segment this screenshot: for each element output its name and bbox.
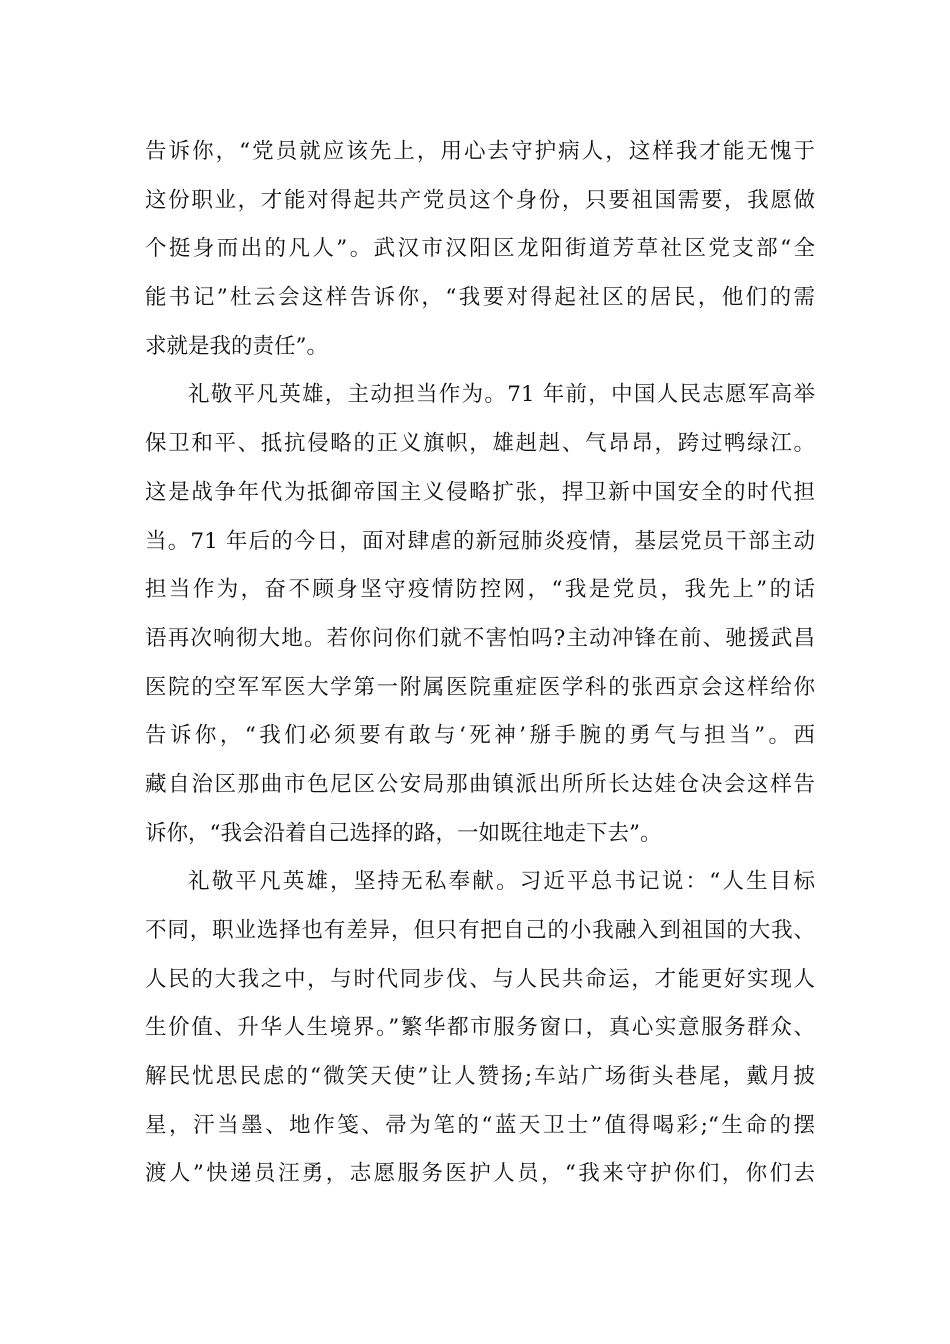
- text-line: 渡人”快递员汪勇，志愿服务医护人员，“我来守护你们，你们去: [145, 1161, 815, 1187]
- text-line: 不同，职业选择也有差异，但只有把自己的小我融入到祖国的大我、: [145, 918, 815, 943]
- text-line: 个挺身而出的凡人”。武汉市汉阳区龙阳街道芳草社区党支部“全: [145, 236, 815, 262]
- text-line: 担当作为，奋不顾身坚守疫情防控网，“我是党员，我先上”的话: [145, 577, 815, 603]
- text-line: 求就是我的责任”。: [145, 333, 328, 359]
- paragraph-start-line: 礼敬平凡英雄，坚持无私奉献。习近平总书记说：“人生目标: [188, 869, 815, 895]
- text-line: 医院的空军军医大学第一附属医院重症医学科的张西京会这样给你: [145, 674, 815, 700]
- paragraph-start-line: 礼敬平凡英雄，主动担当作为。71 年前，中国人民志愿军高举: [188, 382, 815, 408]
- text-line: 当。71 年后的今日，面对肆虐的新冠肺炎疫情，基层党员干部主动: [145, 528, 815, 554]
- text-line: 告诉你，“我们必须要有敢与‘死神’掰手腕的勇气与担当”。西: [145, 723, 815, 749]
- text-line: 星，汗当墨、地作笺、帚为笔的“蓝天卫士”值得喝彩;“生命的摆: [145, 1112, 815, 1138]
- text-line: 保卫和平、抵抗侵略的正义旗帜，雄赳赳、气昂昂，跨过鸭绿江。: [145, 431, 815, 457]
- text-line: 解民忧思民虑的“微笑天使”让人赞扬;车站广场街头巷尾，戴月披: [145, 1064, 815, 1090]
- text-line: 这是战争年代为抵御帝国主义侵略扩张，捍卫新中国安全的时代担: [145, 479, 815, 505]
- body-text: [145, 128, 815, 1199]
- text-line: 能书记”杜云会这样告诉你，“我要对得起社区的居民，他们的需: [145, 285, 815, 311]
- text-line: 诉你，“我会沿着自己选择的路，一如既往地走下去”。: [145, 820, 662, 846]
- text-line: 人民的大我之中，与时代同步伐、与人民共命运，才能更好实现人: [145, 966, 815, 992]
- text-line: 这份职业，才能对得起共产党员这个身份，只要祖国需要，我愿做: [145, 187, 815, 213]
- text-line: 生价值、升华人生境界。”繁华都市服务窗口，真心实意服务群众、: [145, 1015, 815, 1041]
- text-line: 语再次响彻大地。若你问你们就不害怕吗?主动冲锋在前、驰援武昌: [145, 625, 815, 651]
- text-line: 告诉你，“党员就应该先上，用心去守护病人，这样我才能无愧于: [145, 139, 815, 164]
- text-line: 藏自治区那曲市色尼区公安局那曲镇派出所所长达娃仓决会这样告: [145, 771, 815, 797]
